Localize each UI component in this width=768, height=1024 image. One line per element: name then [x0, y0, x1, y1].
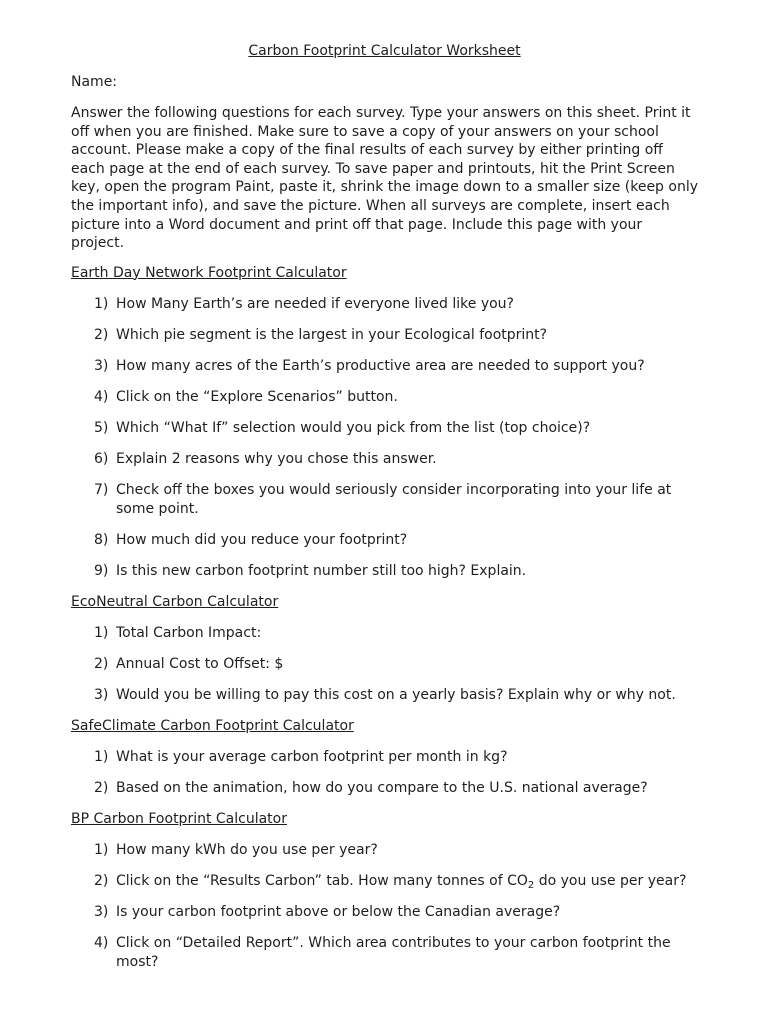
question-item: [71, 326, 698, 345]
question-number: 2): [94, 779, 109, 796]
question-number: 2): [94, 655, 109, 672]
question-number: 2): [94, 872, 109, 889]
section-earth-day-network: [71, 264, 698, 581]
question-number: 3): [94, 357, 109, 374]
section-econeutral: [71, 593, 698, 705]
section-heading: EcoNeutral Carbon Calculator: [71, 593, 279, 610]
question-text: How much did you reduce your footprint?: [116, 531, 408, 548]
question-item: [71, 934, 698, 972]
question-text: Is your carbon footprint above or below the Canadian average?: [116, 903, 561, 920]
question-item: [71, 624, 698, 643]
question-number: 4): [94, 934, 109, 951]
question-number: 1): [94, 748, 109, 765]
section-heading: BP Carbon Footprint Calculator: [71, 810, 287, 827]
question-list: [71, 624, 698, 705]
question-text: Is this new carbon footprint number still too high? Explain.: [116, 562, 527, 579]
question-item: [71, 748, 698, 767]
question-number: 5): [94, 419, 109, 436]
question-item: [71, 419, 698, 438]
co2-subscript: 2: [527, 879, 535, 891]
question-list: [71, 841, 698, 972]
question-number: 1): [94, 624, 109, 641]
question-item: [71, 779, 698, 798]
question-text-before: Click on the “Results Carbon” tab. How many tonnes of CO: [116, 872, 528, 889]
question-number: 8): [94, 531, 109, 548]
question-text: How Many Earth’s are needed if everyone lived like you?: [116, 295, 514, 312]
question-number: 1): [94, 295, 109, 312]
question-number: 7): [94, 481, 109, 498]
question-text-after: do you use per year?: [534, 872, 687, 889]
question-item: [71, 903, 698, 922]
question-text: [116, 872, 698, 891]
question-list: [71, 748, 698, 798]
question-text: Which pie segment is the largest in your Ecological footprint?: [116, 326, 548, 343]
question-number: 3): [94, 903, 109, 920]
question-text: Explain 2 reasons why you chose this answer.: [116, 450, 437, 467]
question-text: Total Carbon Impact:: [116, 624, 262, 641]
intro-paragraph: Answer the following questions for each survey. Type your answers on this sheet. Print it off when you are finished. Make sure to save a copy of your answers on your school account. Please make a copy of the final results of each survey by either printing off each page at the end of each survey. To save paper and printouts, hit the Print Screen key, open the program Paint, paste it, shrink the image down to a smaller size (keep only the important info), and save the picture. When all surveys are complete, insert each picture into a Word document and print off that page. Include this page with your project.: [71, 105, 699, 252]
question-number: 6): [94, 450, 109, 467]
question-number: 3): [94, 686, 109, 703]
question-item: [71, 450, 698, 469]
question-text: How many acres of the Earth’s productive area are needed to support you?: [116, 357, 645, 374]
question-list: [71, 295, 698, 581]
section-safeclimate: [71, 717, 698, 798]
question-text: How many kWh do you use per year?: [116, 841, 378, 858]
question-text: Click on “Detailed Report”. Which area contributes to your carbon footprint the most?: [116, 934, 671, 970]
question-text: Based on the animation, how do you compare to the U.S. national average?: [116, 779, 648, 796]
question-number: 1): [94, 841, 109, 858]
question-number: 2): [94, 326, 109, 343]
question-text: Click on the “Explore Scenarios” button.: [116, 388, 398, 405]
name-label: Name:: [71, 74, 118, 90]
question-item: [71, 872, 698, 891]
question-text: Check off the boxes you would seriously consider incorporating into your life at some point.: [116, 481, 672, 517]
question-text: Would you be willing to pay this cost on a yearly basis? Explain why or why not.: [116, 686, 676, 703]
question-item: [71, 531, 698, 550]
section-heading: Earth Day Network Footprint Calculator: [71, 264, 347, 281]
question-item: [71, 481, 698, 519]
question-text: Which “What If” selection would you pick from the list (top choice)?: [116, 419, 591, 436]
page-title: Carbon Footprint Calculator Worksheet: [248, 43, 521, 59]
section-heading: SafeClimate Carbon Footprint Calculator: [71, 717, 354, 734]
section-bp: [71, 810, 698, 972]
question-item: [71, 686, 698, 705]
question-number: 9): [94, 562, 109, 579]
question-text: Annual Cost to Offset: $: [116, 655, 284, 672]
question-number: 4): [94, 388, 109, 405]
question-item: [71, 295, 698, 314]
question-text: What is your average carbon footprint per month in kg?: [116, 748, 508, 765]
question-item: [71, 388, 698, 407]
question-item: [71, 841, 698, 860]
question-item: [71, 655, 698, 674]
question-item: [71, 357, 698, 376]
question-item: [71, 562, 698, 581]
